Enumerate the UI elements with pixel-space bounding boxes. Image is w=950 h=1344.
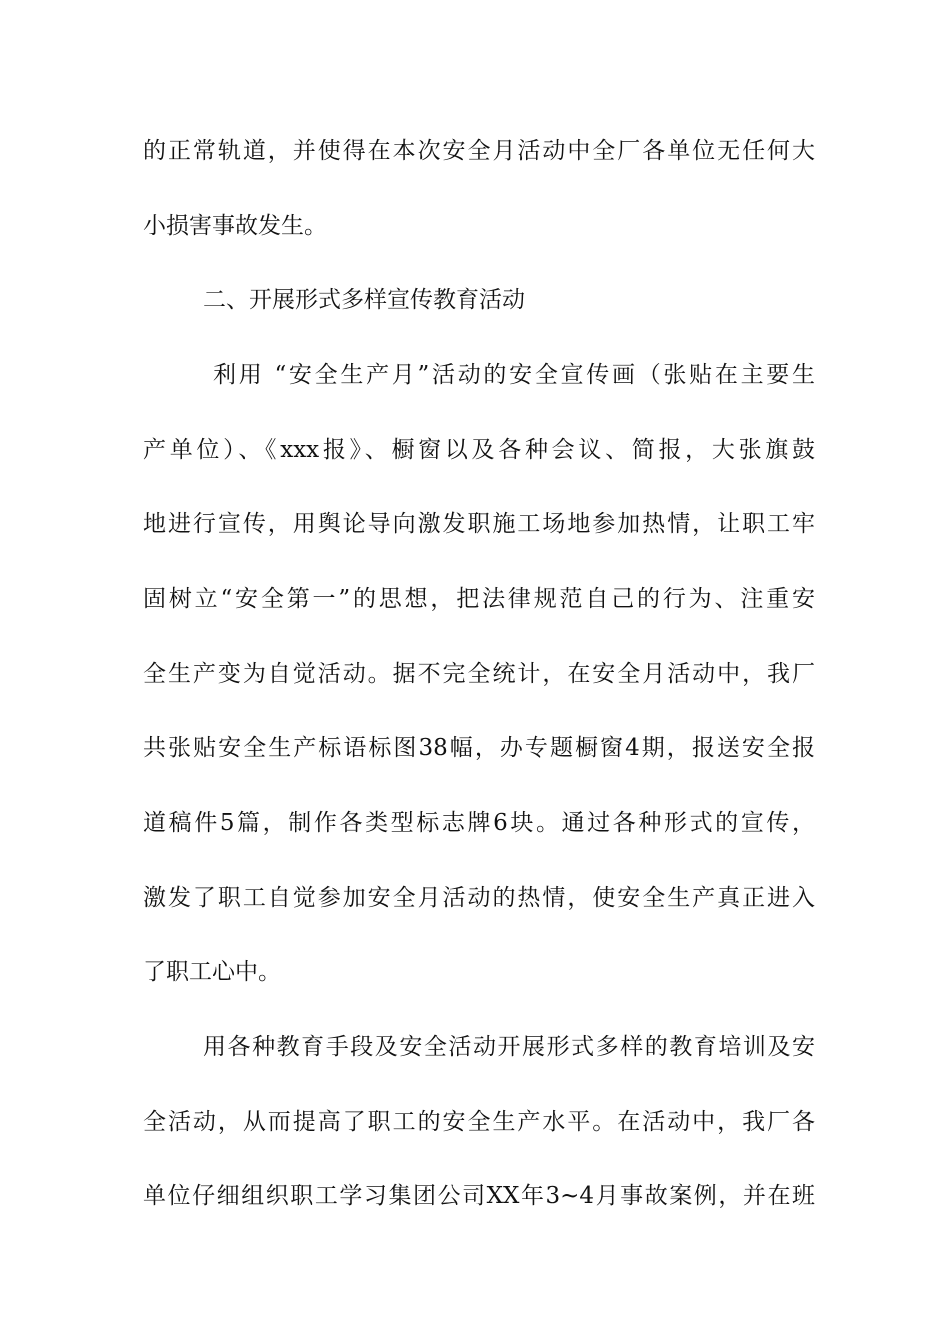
paragraph-1-line-1: 的正常轨道，并使得在本次安全月活动中全厂各单位无任何大: [143, 138, 815, 164]
paragraph-3-line-2: 全活动，从而提高了职工的安全生产水平。在活动中，我厂各: [143, 1109, 815, 1135]
paragraph-3-line-3: 单位仔细组织职工学习集团公司XX年3~4月事故案例，并在班: [143, 1183, 815, 1209]
paragraph-3-line-1: 用各种教育手段及安全活动开展形式多样的教育培训及安: [203, 1034, 815, 1060]
paragraph-2-line-6: 共张贴安全生产标语标图38幅，办专题橱窗4期，报送安全报: [143, 735, 815, 761]
paragraph-1-line-2: 小损害事故发生。: [143, 213, 327, 239]
paragraph-2-line-7: 道稿件5篇，制作各类型标志牌6块。通过各种形式的宣传，: [143, 810, 815, 836]
paragraph-2-line-1: 利用 “安全生产月”活动的安全宣传画（张贴在主要生: [213, 362, 815, 388]
paragraph-2-line-5: 全生产变为自觉活动。据不完全统计，在安全月活动中，我厂: [143, 661, 815, 687]
paragraph-2-line-4: 固树立“安全第一”的思想，把法律规范自己的行为、注重安: [143, 586, 815, 612]
paragraph-2-line-9: 了职工心中。: [143, 959, 281, 985]
paragraph-2-line-8: 激发了职工自觉参加安全月活动的热情，使安全生产真正进入: [143, 885, 815, 911]
section-heading: 二、开展形式多样宣传教育活动: [203, 287, 525, 313]
paragraph-2-line-2: 产单位）、《xxx报》、橱窗以及各种会议、简报，大张旗鼓: [143, 437, 815, 463]
paragraph-2-line-3: 地进行宣传，用舆论导向激发职施工场地参加热情，让职工牢: [143, 511, 815, 537]
